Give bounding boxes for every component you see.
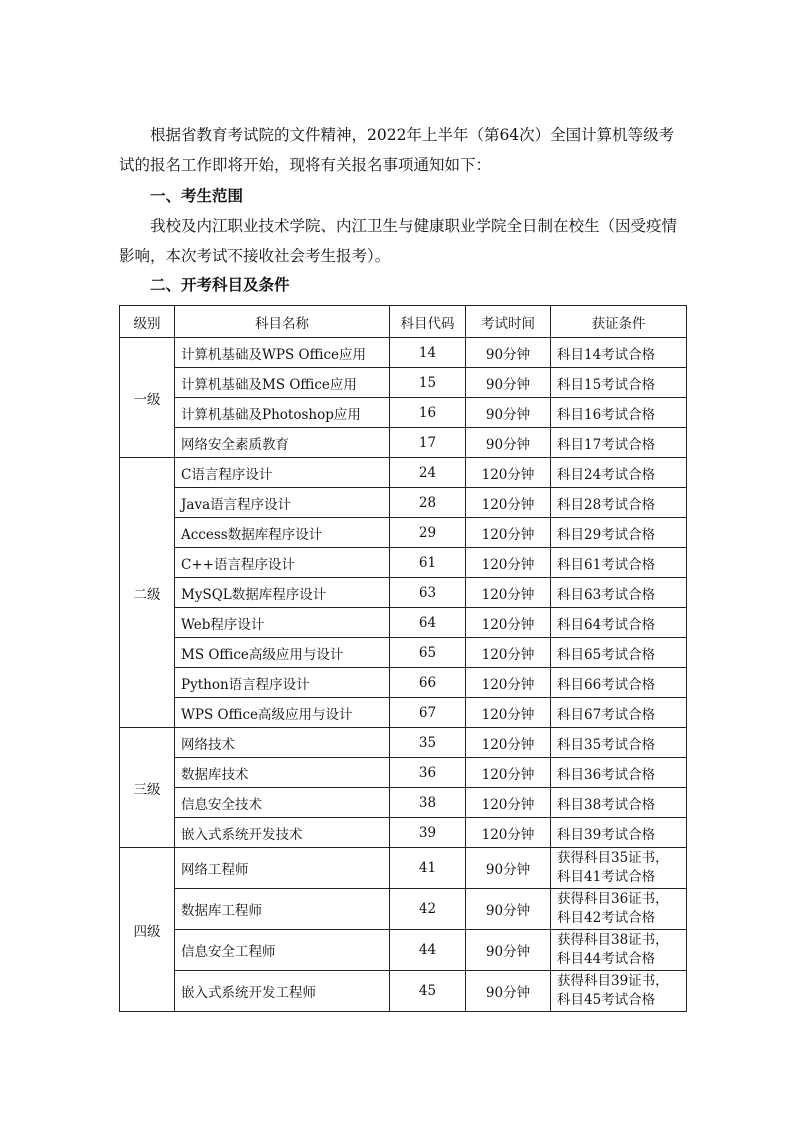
subject-code-cell: 41 <box>390 848 466 889</box>
exam-time-cell: 120分钟 <box>466 728 551 758</box>
subject-name-cell: MySQL数据库程序设计 <box>175 578 390 608</box>
subject-name-cell: WPS Office高级应用与设计 <box>175 698 390 728</box>
table-row <box>120 889 687 930</box>
intro-paragraph: 根据省教育考试院的文件精神，2022年上半年（第64次）全国计算机等级考试的报名工作即将开始，现将有关报名事项通知如下： <box>119 126 675 174</box>
exam-time-cell: 120分钟 <box>466 818 551 848</box>
exam-time-cell: 120分钟 <box>466 578 551 608</box>
section-heading-subjects: 二、开考科目及条件 <box>150 276 290 294</box>
table-row <box>120 848 687 889</box>
table-row <box>120 818 687 848</box>
exam-time-cell: 90分钟 <box>466 848 551 889</box>
subject-name-cell: 信息安全技术 <box>175 788 390 818</box>
table-row <box>120 758 687 788</box>
exam-time-cell: 120分钟 <box>466 758 551 788</box>
subject-code-cell: 24 <box>390 458 466 488</box>
table-row <box>120 930 687 971</box>
subject-name-cell: 嵌入式系统开发工程师 <box>175 971 390 1012</box>
section-heading-candidates: 一、考生范围 <box>150 187 244 205</box>
subject-code-cell: 38 <box>390 788 466 818</box>
subject-name-cell: 计算机基础及WPS Office应用 <box>175 338 390 368</box>
subject-name-cell: Python语言程序设计 <box>175 668 390 698</box>
subject-name-cell: MS Office高级应用与设计 <box>175 638 390 668</box>
exam-time-cell: 90分钟 <box>466 889 551 930</box>
table-row <box>120 788 687 818</box>
subject-code-cell: 14 <box>390 338 466 368</box>
subject-code-cell: 67 <box>390 698 466 728</box>
subject-code-cell: 65 <box>390 638 466 668</box>
subject-code-cell: 44 <box>390 930 466 971</box>
subject-name-cell: 网络安全素质教育 <box>175 428 390 458</box>
table-header-row <box>120 306 687 338</box>
table-row <box>120 608 687 638</box>
subject-code-cell: 66 <box>390 668 466 698</box>
subject-name-cell: C语言程序设计 <box>175 458 390 488</box>
subject-name-cell: 嵌入式系统开发技术 <box>175 818 390 848</box>
subject-name-cell: C++语言程序设计 <box>175 548 390 578</box>
table-row <box>120 698 687 728</box>
exam-time-cell: 120分钟 <box>466 488 551 518</box>
certificate-condition-cell: 科目36考试合格 <box>551 758 687 788</box>
certificate-condition-cell: 科目67考试合格 <box>551 698 687 728</box>
subject-code-cell: 63 <box>390 578 466 608</box>
level-cell: 三级 <box>120 728 175 848</box>
subject-code-cell: 35 <box>390 728 466 758</box>
exam-time-cell: 90分钟 <box>466 971 551 1012</box>
header-certificate-condition: 获证条件 <box>551 306 687 338</box>
subject-code-cell: 17 <box>390 428 466 458</box>
certificate-condition-cell: 科目65考试合格 <box>551 638 687 668</box>
exam-time-cell: 120分钟 <box>466 608 551 638</box>
subject-name-cell: 计算机基础及MS Office应用 <box>175 368 390 398</box>
table-row <box>120 488 687 518</box>
certificate-condition-cell: 科目39考试合格 <box>551 818 687 848</box>
subject-code-cell: 16 <box>390 398 466 428</box>
table-row <box>120 398 687 428</box>
table-row <box>120 338 687 368</box>
exam-time-cell: 120分钟 <box>466 788 551 818</box>
subject-code-cell: 28 <box>390 488 466 518</box>
certificate-condition-cell: 科目66考试合格 <box>551 668 687 698</box>
level-cell: 一级 <box>120 338 175 458</box>
subject-code-cell: 29 <box>390 518 466 548</box>
subject-name-cell: 网络技术 <box>175 728 390 758</box>
subject-code-cell: 15 <box>390 368 466 398</box>
certificate-condition-cell: 获得科目35证书，科目41考试合格 <box>551 848 687 889</box>
subject-code-cell: 61 <box>390 548 466 578</box>
level-cell: 四级 <box>120 848 175 1012</box>
subject-name-cell: 信息安全工程师 <box>175 930 390 971</box>
certificate-condition-cell: 科目17考试合格 <box>551 428 687 458</box>
table-row <box>120 458 687 488</box>
header-level: 级别 <box>120 306 175 338</box>
table-row <box>120 971 687 1012</box>
subject-name-cell: 网络工程师 <box>175 848 390 889</box>
subject-name-cell: 数据库技术 <box>175 758 390 788</box>
certificate-condition-cell: 科目28考试合格 <box>551 488 687 518</box>
subject-code-cell: 39 <box>390 818 466 848</box>
table-row <box>120 728 687 758</box>
exam-time-cell: 90分钟 <box>466 398 551 428</box>
exam-time-cell: 120分钟 <box>466 638 551 668</box>
certificate-condition-cell: 科目35考试合格 <box>551 728 687 758</box>
exam-time-cell: 90分钟 <box>466 428 551 458</box>
header-subject-code: 科目代码 <box>390 306 466 338</box>
certificate-condition-cell: 科目15考试合格 <box>551 368 687 398</box>
certificate-condition-cell: 获得科目38证书，科目44考试合格 <box>551 930 687 971</box>
subject-name-cell: 数据库工程师 <box>175 889 390 930</box>
subject-code-cell: 36 <box>390 758 466 788</box>
table-row <box>120 548 687 578</box>
subject-name-cell: Web程序设计 <box>175 608 390 638</box>
certificate-condition-cell: 科目14考试合格 <box>551 338 687 368</box>
table-row <box>120 638 687 668</box>
subject-code-cell: 42 <box>390 889 466 930</box>
table-row <box>120 428 687 458</box>
table-body <box>120 338 687 1012</box>
certificate-condition-cell: 科目63考试合格 <box>551 578 687 608</box>
subject-name-cell: 计算机基础及Photoshop应用 <box>175 398 390 428</box>
certificate-condition-cell: 科目64考试合格 <box>551 608 687 638</box>
table-row <box>120 518 687 548</box>
exam-time-cell: 90分钟 <box>466 930 551 971</box>
exam-time-cell: 90分钟 <box>466 368 551 398</box>
level-cell: 二级 <box>120 458 175 728</box>
exam-time-cell: 120分钟 <box>466 668 551 698</box>
header-subject-name: 科目名称 <box>175 306 390 338</box>
table-row <box>120 578 687 608</box>
certificate-condition-cell: 科目29考试合格 <box>551 518 687 548</box>
subject-code-cell: 45 <box>390 971 466 1012</box>
subjects-table <box>119 305 687 1012</box>
exam-time-cell: 120分钟 <box>466 518 551 548</box>
candidates-paragraph: 我校及内江职业技术学院、内江卫生与健康职业学院全日制在校生（因受疫情影响，本次考试不接收社会考生报考）。 <box>119 217 678 265</box>
certificate-condition-cell: 科目38考试合格 <box>551 788 687 818</box>
certificate-condition-cell: 科目16考试合格 <box>551 398 687 428</box>
exam-time-cell: 120分钟 <box>466 548 551 578</box>
header-exam-time: 考试时间 <box>466 306 551 338</box>
table-row <box>120 368 687 398</box>
certificate-condition-cell: 获得科目39证书，科目45考试合格 <box>551 971 687 1012</box>
subject-name-cell: Java语言程序设计 <box>175 488 390 518</box>
subject-code-cell: 64 <box>390 608 466 638</box>
exam-time-cell: 120分钟 <box>466 698 551 728</box>
certificate-condition-cell: 科目61考试合格 <box>551 548 687 578</box>
subject-name-cell: Access数据库程序设计 <box>175 518 390 548</box>
certificate-condition-cell: 获得科目36证书，科目42考试合格 <box>551 889 687 930</box>
exam-time-cell: 120分钟 <box>466 458 551 488</box>
table-row <box>120 668 687 698</box>
certificate-condition-cell: 科目24考试合格 <box>551 458 687 488</box>
exam-time-cell: 90分钟 <box>466 338 551 368</box>
